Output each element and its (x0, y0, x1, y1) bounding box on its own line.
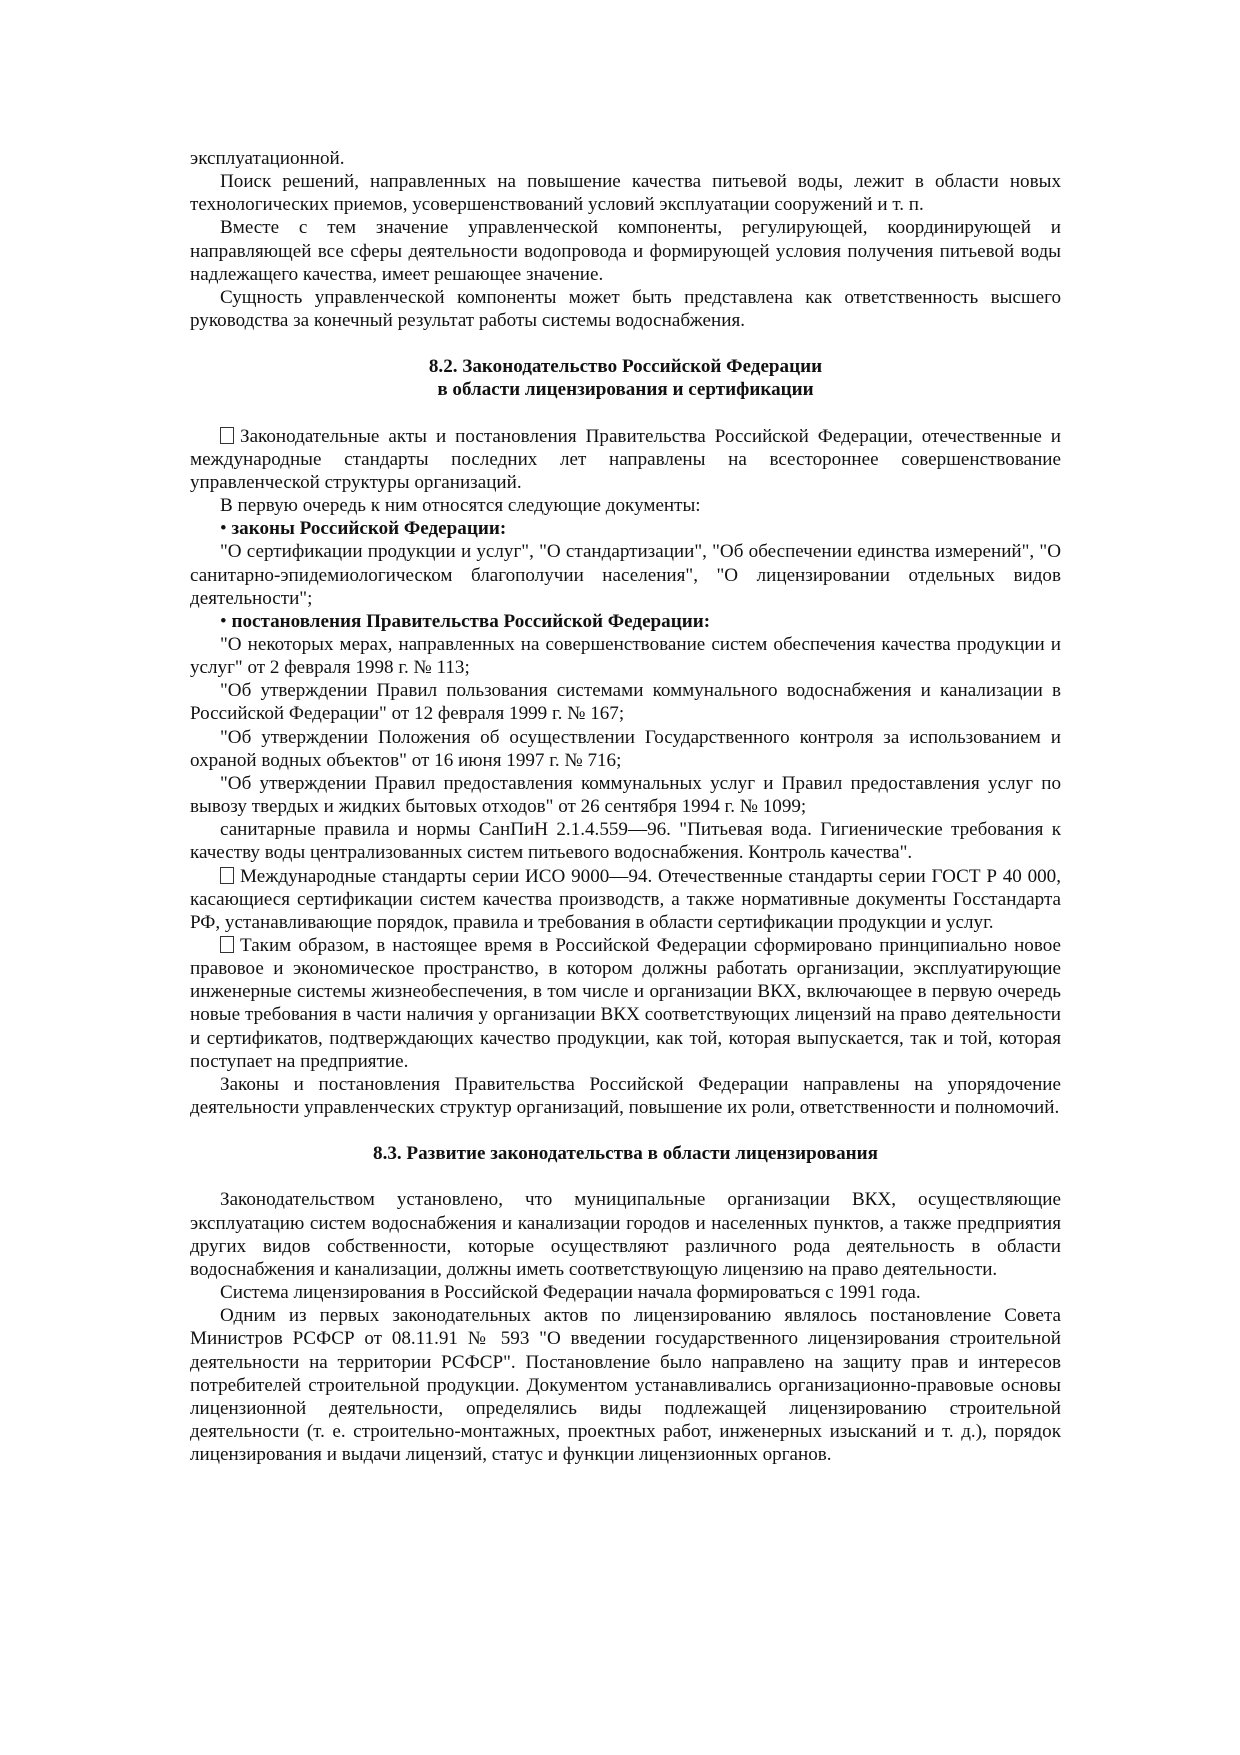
paragraph-8-2-11: Законы и постановления Правительства Российской Федерации направлены на упорядочение деятельности управленческих структур организаций, повышение их роли, ответственности и полномочий. (190, 1073, 1061, 1119)
paragraph-intro-3: Сущность управленческой компоненты может быть представлена как ответственность высшего руководства за конечный результат работы системы водоснабжения. (190, 286, 1061, 332)
missing-glyph-icon (220, 427, 234, 444)
paragraph-intro-0: эксплуатационной. (190, 148, 345, 169)
section-heading-8-2-line1: 8.2. Законодательство Российской Федерации (428, 356, 823, 378)
spacer (190, 1165, 1061, 1188)
section-heading-8-3: 8.3. Развитие законодательства в области лицензирования (373, 1143, 878, 1165)
paragraph-8-2-4: "О некоторых мерах, направленных на совершенствование систем обеспечения качества продукции и услуг" от 2 февраля 1998 г. № 113; (190, 633, 1061, 679)
paragraph-text: Законодательные акты и постановления Правительства Российской Федерации, отечественные и международные стандарты последних лет направлены на всестороннее совершенствование управленческой структуры организаций. (190, 425, 1061, 493)
paragraph-8-2-3: "О сертификации продукции и услуг", "О стандартизации", "Об обеспечении единства измерений", "О санитарно-эпидемиологическом благополучии населения", "О лицензировании отдельных видов деятельности"; (190, 541, 1061, 609)
paragraph-text: Международные стандарты серии ИСО 9000—94. Отечественные стандарты серии ГОСТ Р 40 000, касающиеся сертификации систем качества производств, а также нормативные документы Госстандарта РФ, устанавливающие порядок, правила и требования в области сертификации продукции и услуг. (190, 865, 1061, 933)
paragraph-text: Таким образом, в настоящее время в Российской Федерации сформировано принципиально новое правовое и экономическое пространство, в котором должны работать организации, эксплуатирующие инженерные системы жизнеобеспечения, в том числе и организации ВКХ, включающее в первую очередь новые требования в части наличия у организации ВКХ соответствующих лицензий на право деятельности и сертификатов, подтверждающих качество продукции, как той, которая выпускается, так и той, которая поступает на предприятие. (190, 935, 1061, 1072)
paragraph-intro-1: Поиск решений, направленных на повышение качества питьевой воды, лежит в области новых технологических приемов, усовершенствований условий эксплуатации сооружений и т. п. (190, 171, 1061, 216)
paragraph-8-2-6: "Об утверждении Положения об осуществлении Государственного контроля за использованием и охраной водных объектов" от 16 июня 1997 г. № 716; (190, 726, 1061, 771)
spacer (190, 402, 1061, 425)
paragraph-8-2-7: "Об утверждении Правил предоставления коммунальных услуг и Правил предоставления услуг по вывозу твердых и жидких бытовых отходов" от 26 сентября 1994 г. № 1099; (190, 772, 1061, 818)
paragraph-8-2-9 (190, 865, 1061, 934)
paragraph-8-2-10 (190, 934, 1061, 1073)
bullet-mark: • (220, 518, 227, 540)
paragraph-8-3-2: Система лицензирования в Российской Федерации начала формироваться с 1991 года. (220, 1282, 921, 1304)
section-heading-8-2-line2: в области лицензирования и сертификации (437, 379, 814, 401)
paragraph-8-3-1: Законодательством установлено, что муниципальные организации ВКХ, осуществляющие эксплуатацию систем водоснабжения и канализации городов и населенных пунктов, а также предприятия других видов собственности, которые осуществляют различного рода деятельность в области водоснабжения и канализации, должны иметь соответствующую лицензию на право деятельности. (190, 1189, 1061, 1280)
missing-glyph-icon (220, 867, 234, 884)
paragraph-8-2-1 (190, 425, 1061, 494)
paragraph-8-2-8: санитарные правила и нормы СанПиН 2.1.4.559—96. "Питьевая вода. Гигиенические требования к качеству воды централизованных систем питьевого водоснабжения. Контроль качества". (190, 819, 1061, 864)
document-page (190, 147, 1061, 1466)
spacer (190, 1119, 1061, 1142)
paragraph-8-2-5: "Об утверждении Правил пользования системами коммунального водоснабжения и канализации в Российской Федерации" от 12 февраля 1999 г. № 167; (190, 680, 1061, 725)
paragraph-8-2-2: В первую очередь к ним относятся следующие документы: (220, 495, 701, 517)
bullet-decrees-text: постановления Правительства Российской Федерации: (231, 610, 711, 632)
spacer (190, 332, 1061, 355)
bullet-mark: • (220, 610, 227, 632)
bullet-laws (190, 517, 1061, 540)
paragraph-intro-2: Вместе с тем значение управленческой компоненты, регулирующей, координирующей и направляющей все сферы деятельности водопровода и формирующей условия получения питьевой воды надлежащего качества, имеет решающее значение. (190, 217, 1061, 285)
missing-glyph-icon (220, 936, 234, 953)
paragraph-8-3-3: Одним из первых законодательных актов по лицензированию являлось постановление Совета Министров РСФСР от 08.11.91 № 593 "О введении государственного лицензирования строительной деятельности на территории РСФСР". Постановление было направлено на защиту прав и интересов потребителей строительной продукции. Документом устанавливались организационно-правовые основы лицензионной деятельности, определялись виды подлежащей лицензированию строительной деятельности (т. е. строительно-монтажных, проектных работ, инженерных изысканий и т. д.), порядок лицензирования и выдачи лицензий, статус и функции лицензионных органов. (190, 1305, 1061, 1466)
bullet-decrees (190, 610, 1061, 633)
bullet-laws-text: законы Российской Федерации: (231, 518, 507, 540)
